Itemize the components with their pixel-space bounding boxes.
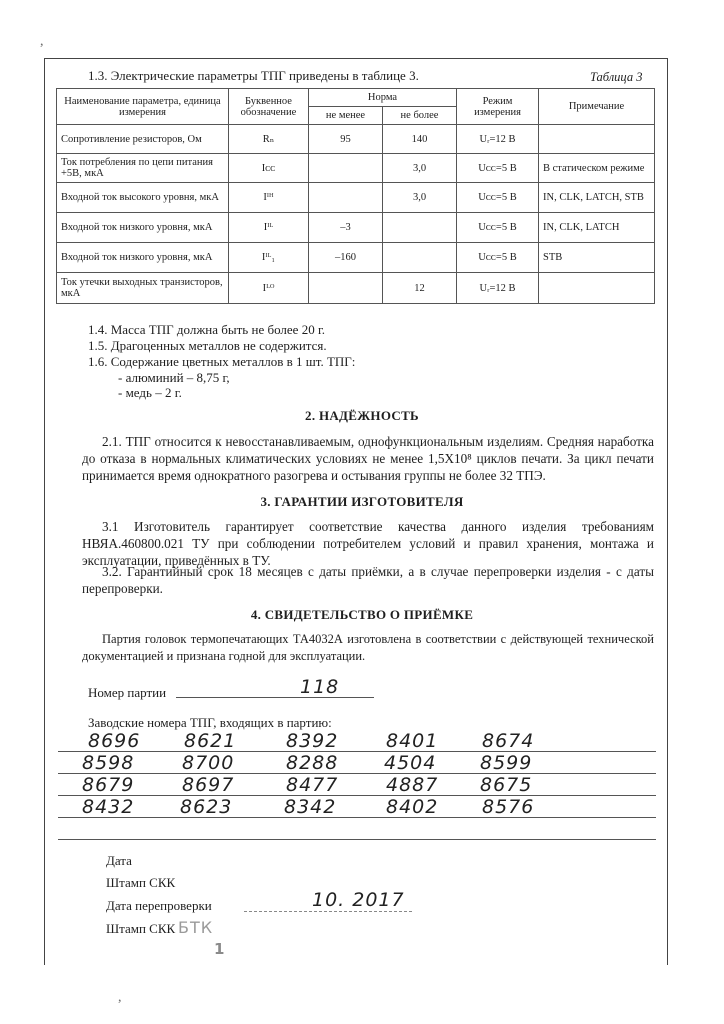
cell-note: IN, CLK, LATCH <box>539 213 655 243</box>
cell-max: 3,0 <box>383 183 457 213</box>
cell-symbol: Iᴸᴼ <box>229 273 309 304</box>
cell-symbol: Iᴄᴄ <box>229 154 309 183</box>
cell-min: –160 <box>309 243 383 273</box>
serial-line <box>58 773 656 774</box>
item-1-5: 1.5. Драгоценных металлов не содержится. <box>88 338 327 353</box>
cell-min: 95 <box>309 125 383 154</box>
cell-name: Сопротивление резисторов, Ом <box>57 125 229 154</box>
stamp-label: Штамп СКК <box>106 875 176 890</box>
serial-line <box>58 839 656 840</box>
table-row <box>57 213 655 243</box>
otk-stamp-text: БТК <box>178 918 214 937</box>
cell-name: Входной ток высокого уровня, мкА <box>57 183 229 213</box>
header-note: Примечание <box>539 89 655 125</box>
serial-number: 8675 <box>480 774 533 796</box>
recheck-date: 10. 2017 <box>312 889 405 911</box>
table-row <box>57 273 655 304</box>
serial-number: 8288 <box>286 752 339 774</box>
header-symbol: Буквенное обозначение <box>229 89 309 125</box>
cell-min <box>309 154 383 183</box>
cell-mode: Uᴄᴄ=5 В <box>457 243 539 273</box>
serial-number: 8402 <box>386 796 439 818</box>
table-row <box>57 125 655 154</box>
item-1-6-aluminium: - алюминий – 8,75 г, <box>118 370 230 385</box>
serial-number: 8674 <box>482 730 535 752</box>
cell-note: STB <box>539 243 655 273</box>
header-max: не более <box>383 107 457 125</box>
section-3-1-text: 3.1 Изготовитель гарантирует соответствие качества данного изделия требованиям НВЯА.460800.021 ТУ при соблюдении потребителем условий и правил хранения, монтажа и эксплуатации, приведённых в ТУ. <box>82 519 654 568</box>
section-2-text: 2.1. ТПГ относится к невосстанавливаемым, однофункциональным изделиям. Средняя наработка до отказа в нормальных климатических условиях не менее 1,5Х10⁸ циклов печати. За цикл печати принимается время однократного разогрева и остывания группы не более 32 ТПЭ. <box>82 434 654 483</box>
serial-number: 8697 <box>182 774 235 796</box>
scan-mark: , <box>118 990 122 1005</box>
cell-mode: Uᴄᴄ=5 В <box>457 213 539 243</box>
item-1-6: 1.6. Содержание цветных металлов в 1 шт. ТПГ: <box>88 354 356 369</box>
serial-number: 8342 <box>284 796 337 818</box>
cell-note: IN, CLK, LATCH, STB <box>539 183 655 213</box>
cell-name: Ток потребления по цепи питания +5В, мкА <box>57 154 229 183</box>
section-4-heading: 4. СВИДЕТЕЛЬСТВО О ПРИЁМКЕ <box>250 607 474 622</box>
cell-symbol: Iᴵᴸ <box>229 213 309 243</box>
serial-number: 4504 <box>384 752 437 774</box>
date-label: Дата <box>106 853 132 868</box>
header-name: Наименование параметра, единица измерения <box>57 89 229 125</box>
item-1-4: 1.4. Масса ТПГ должна быть не более 20 г. <box>88 322 326 337</box>
cell-name: Входной ток низкого уровня, мкА <box>57 213 229 243</box>
serial-number: 8696 <box>88 730 141 752</box>
cell-note: В статическом режиме <box>539 154 655 183</box>
cell-min <box>309 183 383 213</box>
serials-label: Заводские номера ТПГ, входящих в партию: <box>88 715 332 730</box>
cell-note <box>539 273 655 304</box>
recheck-underline <box>244 911 412 912</box>
serial-number: 8700 <box>182 752 235 774</box>
serial-line <box>58 751 656 752</box>
serial-number: 8477 <box>286 774 339 796</box>
serial-number: 8679 <box>82 774 135 796</box>
electrical-parameters-table <box>56 88 655 304</box>
section-4-text: Партия головок термопечатающих ТА4032А изготовлена в соответствии с действующей технической документацией и признана годной для эксплуатации. <box>82 632 654 663</box>
table-row <box>57 154 655 183</box>
section-1-3-title: 1.3. Электрические параметры ТПГ приведены в таблице 3. <box>88 68 419 83</box>
cell-min <box>309 273 383 304</box>
cell-mode: Uᴄᴄ=5 В <box>457 183 539 213</box>
otk-stamp-number: 1 <box>214 940 225 958</box>
cell-name: Входной ток низкого уровня, мкА <box>57 243 229 273</box>
cell-name: Ток утечки выходных транзисторов, мкА <box>57 273 229 304</box>
cell-max: 3,0 <box>383 154 457 183</box>
batch-label: Номер партии <box>88 685 167 700</box>
recheck-date-label: Дата перепроверки <box>106 898 212 913</box>
serial-line <box>58 817 656 818</box>
serial-number: 8599 <box>480 752 533 774</box>
serial-line <box>58 795 656 796</box>
serial-number: 8392 <box>286 730 339 752</box>
cell-mode: Uᵣ=12 В <box>457 125 539 154</box>
cell-symbol: Iᴵᴴ <box>229 183 309 213</box>
item-1-6-copper: - медь – 2 г. <box>118 385 182 400</box>
serial-number: 8623 <box>180 796 233 818</box>
serial-number: 4887 <box>386 774 439 796</box>
serial-number: 8432 <box>82 796 135 818</box>
section-2-heading: 2. НАДЁЖНОСТЬ <box>305 408 419 423</box>
serial-number: 8598 <box>82 752 135 774</box>
batch-number: 118 <box>300 676 340 698</box>
cell-symbol: Rₙ <box>229 125 309 154</box>
table-row <box>57 243 655 273</box>
section-3-2-text: 3.2. Гарантийный срок 18 месяцев с даты приёмки, а в случае перепроверки изделия - с даты перепроверки. <box>82 564 654 596</box>
cell-mode: Uᴄᴄ=5 В <box>457 154 539 183</box>
serial-number: 8621 <box>184 730 237 752</box>
serial-number: 8401 <box>386 730 439 752</box>
cell-max: 140 <box>383 125 457 154</box>
header-min: не менее <box>309 107 383 125</box>
cell-note <box>539 125 655 154</box>
table-row <box>57 183 655 213</box>
scan-mark: , <box>40 34 44 49</box>
batch-underline <box>176 697 374 698</box>
section-3-heading: 3. ГАРАНТИИ ИЗГОТОВИТЕЛЯ <box>260 494 464 509</box>
cell-max <box>383 213 457 243</box>
header-mode: Режим измерения <box>457 89 539 125</box>
cell-min: –3 <box>309 213 383 243</box>
cell-max <box>383 243 457 273</box>
serial-number: 8576 <box>482 796 535 818</box>
cell-symbol: Iᴵᴸ₁ <box>229 243 309 273</box>
stamp-2-label: Штамп СКК <box>106 921 176 936</box>
cell-max: 12 <box>383 273 457 304</box>
cell-mode: Uᵣ=12 В <box>457 273 539 304</box>
header-norm: Норма <box>309 89 457 107</box>
table-label: Таблица 3 <box>590 70 643 84</box>
